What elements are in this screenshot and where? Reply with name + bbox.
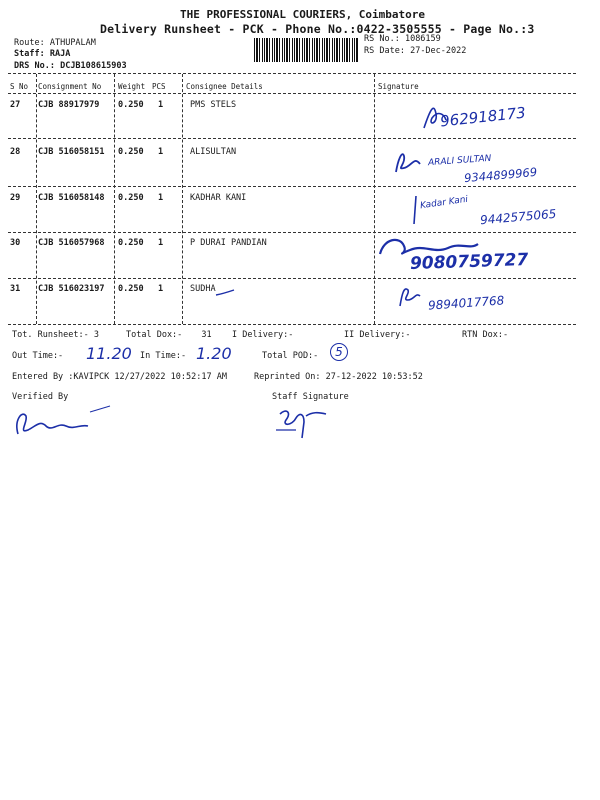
row-pcs: 1 xyxy=(158,147,164,157)
route-value: ATHUPALAM xyxy=(49,38,96,48)
total-dox-value: 31 xyxy=(201,330,212,340)
total-dox xyxy=(126,330,212,340)
row-pcs: 1 xyxy=(158,100,164,110)
drs-value: DCJB108615903 xyxy=(60,61,127,71)
row-sno: 27 xyxy=(10,100,21,110)
table-bottom-rule xyxy=(8,324,576,325)
route-line xyxy=(14,38,96,48)
row-weight: 0.250 xyxy=(118,193,144,203)
column-divider xyxy=(182,74,183,324)
row-weight: 0.250 xyxy=(118,147,144,157)
rs-no-label: RS No.: xyxy=(364,34,400,44)
table-top-rule xyxy=(8,73,576,74)
row-consignment: CJB 516023197 xyxy=(38,284,105,294)
total-pod-label: Total POD:- xyxy=(262,351,319,361)
staff-signature-label: Staff Signature xyxy=(272,392,349,402)
rs-date-value: 27-Dec-2022 xyxy=(410,46,467,56)
signature-phone: 9344899969 xyxy=(463,164,538,186)
route-label: Route: xyxy=(14,38,45,48)
staff-line xyxy=(14,49,70,59)
col-signature: Signature xyxy=(378,82,419,91)
signature-phone: 9080759727 xyxy=(409,249,529,275)
signature-phone: 962918173 xyxy=(439,103,527,131)
tot-runsheet-label: Tot. Runsheet:- xyxy=(12,330,89,340)
row-sno: 28 xyxy=(10,147,21,157)
row-consignee: KADHAR KANI xyxy=(190,193,247,203)
verified-by-label: Verified By xyxy=(12,392,69,402)
rs-no-line xyxy=(364,34,441,44)
row-consignment: CJB 516058148 xyxy=(38,193,105,203)
row-pcs: 1 xyxy=(158,284,164,294)
staff-signature-mark xyxy=(272,404,332,440)
column-divider xyxy=(114,74,115,324)
rs-no-value: 1086159 xyxy=(404,34,441,44)
staff-value: RAJA xyxy=(49,49,71,59)
row-pcs: 1 xyxy=(158,193,164,203)
col-sno: S No xyxy=(10,82,29,91)
ii-delivery-label: II Delivery:- xyxy=(344,330,411,340)
signature-scribble xyxy=(390,146,424,178)
row-consignee: P DURAI PANDIAN xyxy=(190,238,267,248)
col-pcs: PCS xyxy=(152,82,166,91)
pen-mark xyxy=(214,288,236,298)
rtn-dox-label: RTN Dox:- xyxy=(462,330,509,340)
col-consignment: Consignment No xyxy=(38,82,102,91)
row-rule xyxy=(8,138,576,139)
row-consignee: ALISULTAN xyxy=(190,147,237,157)
rs-date-line xyxy=(364,46,466,56)
signature-phone: 9894017768 xyxy=(427,293,505,313)
row-sno: 31 xyxy=(10,284,21,294)
in-time-label: In Time:- xyxy=(140,351,187,361)
totals-line xyxy=(12,330,99,340)
row-consignee: PMS STELS xyxy=(190,100,237,110)
row-sno: 30 xyxy=(10,238,21,248)
row-consignment: CJB 516058151 xyxy=(38,147,105,157)
verified-by-signature xyxy=(10,404,120,440)
row-weight: 0.250 xyxy=(118,238,144,248)
signature-scribble xyxy=(396,284,422,310)
signature-name: ARALI SULTAN xyxy=(427,153,492,169)
drs-line xyxy=(14,61,127,71)
total-dox-label: Total Dox:- xyxy=(126,330,183,340)
signature-phone: 9442575065 xyxy=(479,206,557,228)
row-pcs: 1 xyxy=(158,238,164,248)
row-rule xyxy=(8,278,576,279)
table-header-rule xyxy=(8,93,576,94)
barcode xyxy=(254,38,358,62)
row-rule xyxy=(8,186,576,187)
tot-runsheet-value: 3 xyxy=(93,330,100,340)
signature-name: Kadar Kani xyxy=(419,194,469,212)
col-weight: Weight xyxy=(118,82,146,91)
row-weight: 0.250 xyxy=(118,284,144,294)
out-time-label: Out Time:- xyxy=(12,351,64,361)
total-pod-value: 5 xyxy=(330,343,348,361)
column-divider xyxy=(36,74,37,324)
col-consignee: Consignee Details xyxy=(186,82,263,91)
company-title: THE PROFESSIONAL COURIERS, Coimbatore xyxy=(180,8,426,21)
runsheet-title: Delivery Runsheet - PCK - Phone No.:0422-3505555 - Page No.:3 xyxy=(100,22,535,36)
row-rule xyxy=(8,232,576,233)
row-consignment: CJB 88917979 xyxy=(38,100,100,110)
row-consignee: SUDHA xyxy=(190,284,216,294)
column-divider xyxy=(374,74,375,324)
staff-label: Staff: xyxy=(14,49,45,59)
drs-label: DRS No.: xyxy=(14,61,55,71)
out-time-value: 11.20 xyxy=(86,344,132,363)
in-time-value: 1.20 xyxy=(196,344,232,363)
rs-date-label: RS Date: xyxy=(364,46,405,56)
i-delivery-label: I Delivery:- xyxy=(232,330,294,340)
reprinted-on: Reprinted On: 27-12-2022 10:53:52 xyxy=(254,372,423,382)
row-consignment: CJB 516057968 xyxy=(38,238,105,248)
entered-by: Entered By :KAVIPCK 12/27/2022 10:52:17 AM xyxy=(12,372,227,382)
row-sno: 29 xyxy=(10,193,21,203)
row-weight: 0.250 xyxy=(118,100,144,110)
